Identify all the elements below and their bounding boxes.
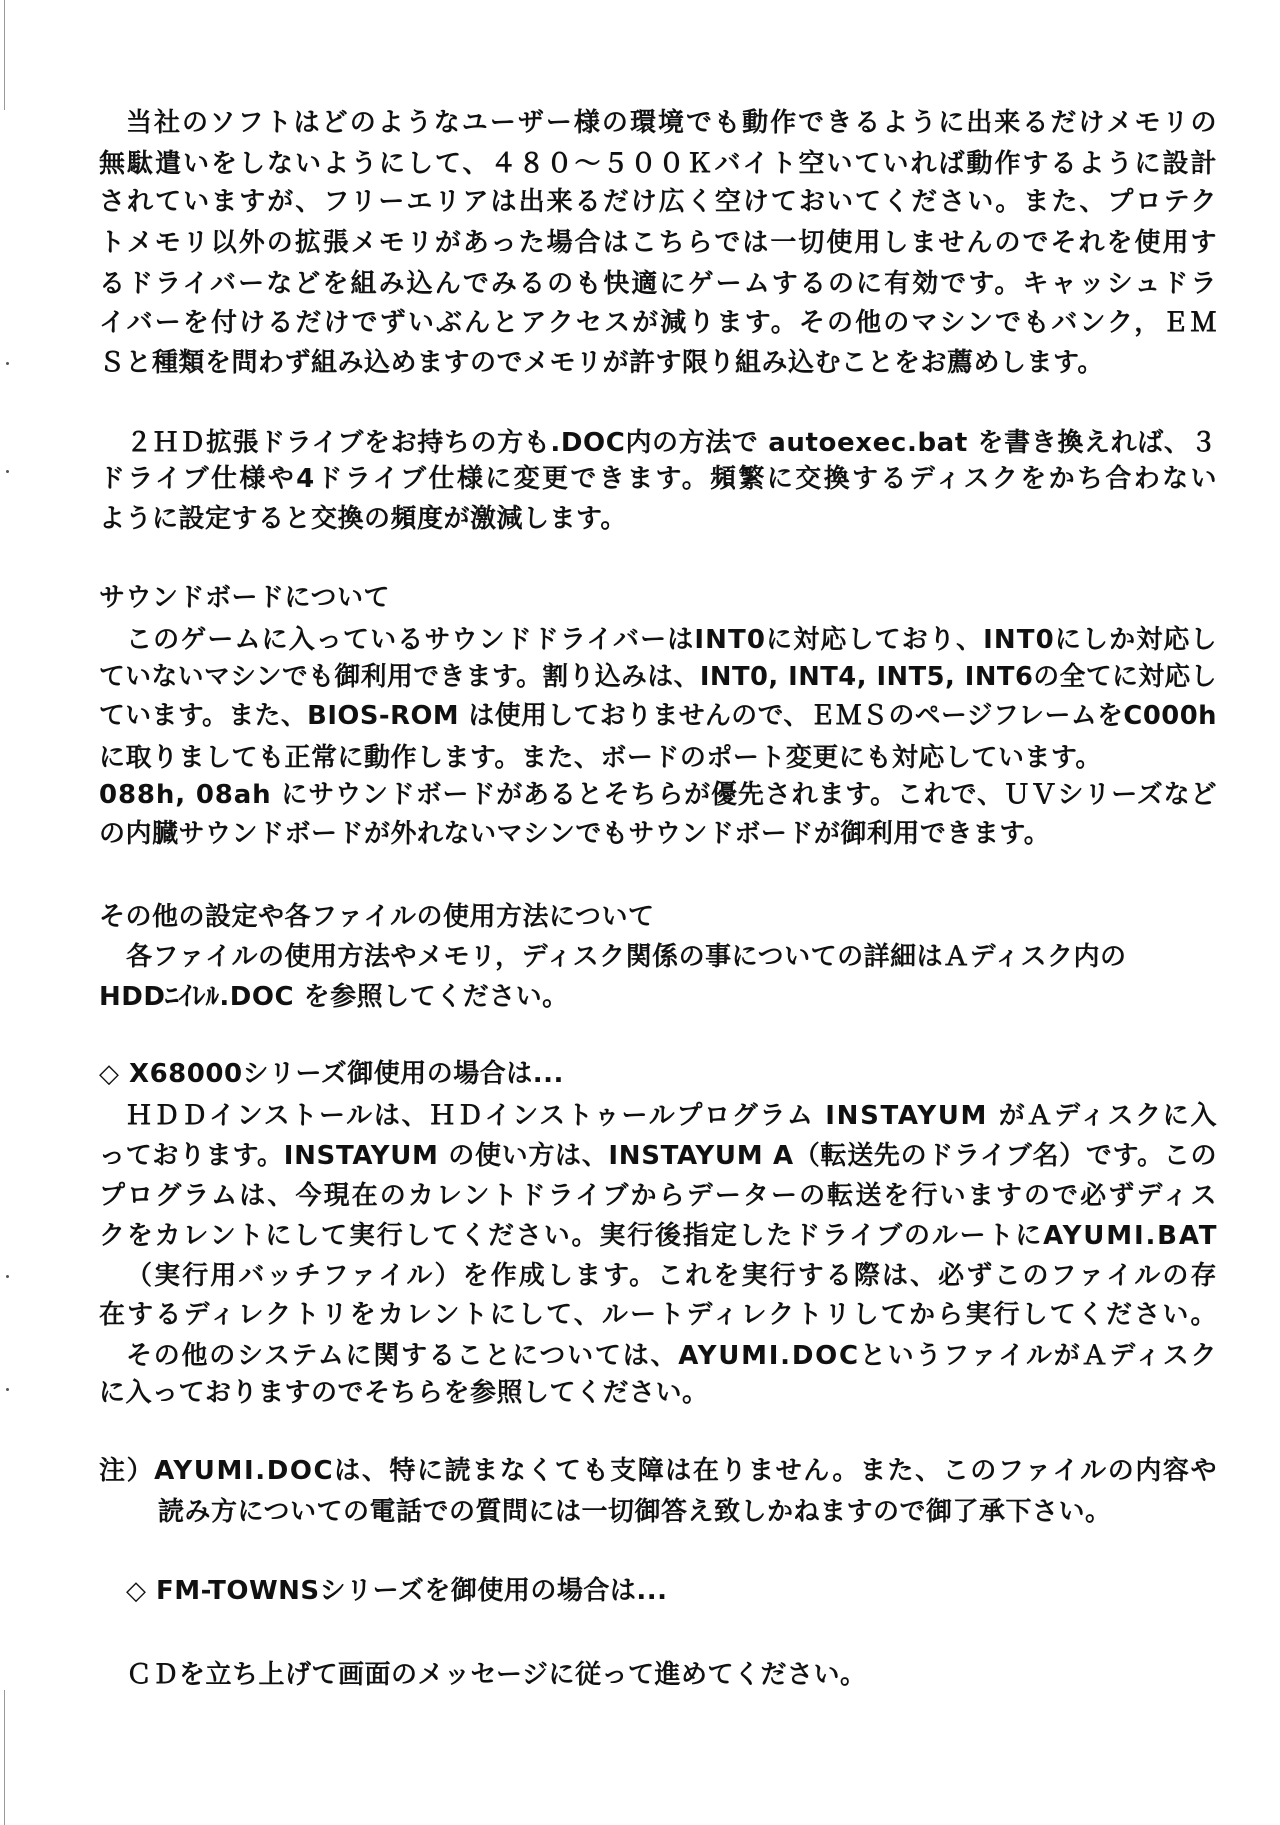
text-line: るドライバーなどを組み込んでみるのも快適にゲームするのに有効です。キャッシュドラ [99,269,1219,299]
text-line: このゲームに入っているサウンドドライバーはINT0に対応しており、INT0にしか対応し [126,625,1218,655]
text-line: Ｓと種類を問わず組み込めますのでメモリが許す限り組み込むことをお薦めします。 [99,348,1104,378]
text-line: （実行用バッチファイル）を作成します。これを実行する際は、必ずこのファイルの存 [126,1261,1219,1291]
text-line: の内臓サウンドボードが外れないマシンでもサウンドボードが御利用できます。 [99,819,1051,849]
text-line: ドライブ仕様や4ドライブ仕様に変更できます。頻繁に交換するディスクをかち合わない [99,464,1219,494]
text-line: 注）AYUMI.DOCは、特に読まなくても支障は在りません。また、このファイルの内容や [99,1456,1219,1486]
text-line: ＨＤＤインストールは、ＨＤインストゥールプログラム INSTAYUM がＡディスクに入 [126,1101,1219,1131]
text-line: ていないマシンでも御利用できます。割り込みは、INT0, INT4, INT5, INT6の全てに対応し [99,662,1218,692]
text-line: プログラムは、今現在のカレントドライブからデーターの転送を行いますので必ずディス [99,1181,1219,1211]
text-line: ２ＨＤ拡張ドライブをお持ちの方も.DOC内の方法で autoexec.bat を書き換えれば、３ [126,428,1218,458]
text-line: 当社のソフトはどのようなユーザー様の環境でも動作できるように出来るだけメモリの [126,108,1219,138]
text-line: HDDﾆｲﾚﾙ.DOC を参照してください。 [99,982,569,1012]
text-line: 無駄遣いをしないようにして、４８０～５００Ｋバイト空いていれば動作するように設計 [99,149,1219,179]
text-line: 在するディレクトリをカレントにして、ルートディレクトリしてから実行してください。 [99,1300,1219,1330]
section-heading: サウンドボードについて [99,583,390,613]
text-line: 各ファイルの使用方法やメモリ，ディスク関係の事についての詳細はＡディスク内の [126,942,1127,972]
scan-speck [6,1275,9,1278]
text-line: 088h, 08ah にサウンドボードがあるとそちらが優先されます。これで、ＵＶシリーズなど [99,780,1218,810]
text-line: 読み方についての電話での質問には一切御答え致しかねますので御了承下さい。 [158,1497,1112,1527]
text-line: ＣＤを立ち上げて画面のメッセージに従って進めてください。 [126,1660,867,1690]
text-line: トメモリ以外の拡張メモリがあった場合はこちらでは一切使用しませんのでそれを使用す [99,228,1219,258]
section-heading: その他の設定や各ファイルの使用方法について [99,902,655,932]
text-line: イバーを付けるだけでずいぶんとアクセスが減ります。その他のマシンでもバンク，ＥＭ [99,308,1219,338]
section-heading: ◇ FM-TOWNSシリーズを御使用の場合は... [126,1576,668,1606]
scan-edge-mark [4,1690,5,1825]
text-line: っております。INSTAYUM の使い方は、INSTAYUM A（転送先のドライブ名）です。この [99,1141,1218,1171]
text-line: ています。また、BIOS-ROM は使用しておりませんので、ＥＭＳのページフレームをC000h [99,701,1218,731]
text-line: に取りましても正常に動作します。また、ボードのポート変更にも対応しています。 [99,743,1102,773]
text-line: ように設定すると交換の頻度が激減します。 [99,504,627,534]
text-line: に入っておりますのでそちらを参照してください。 [99,1378,709,1408]
scan-speck [6,1388,9,1391]
section-heading: ◇ X68000シリーズ御使用の場合は... [99,1059,564,1089]
text-line: されていますが、フリーエリアは出来るだけ広く空けておいてください。また、プロテク [99,187,1219,217]
scan-speck [6,470,9,473]
scan-edge-mark [4,0,5,110]
text-line: その他のシステムに関することについては、AYUMI.DOCというファイルがＡディスク [126,1341,1219,1371]
scan-speck [6,362,9,365]
text-line: クをカレントにして実行してください。実行後指定したドライブのルートにAYUMI.BAT [99,1221,1219,1251]
